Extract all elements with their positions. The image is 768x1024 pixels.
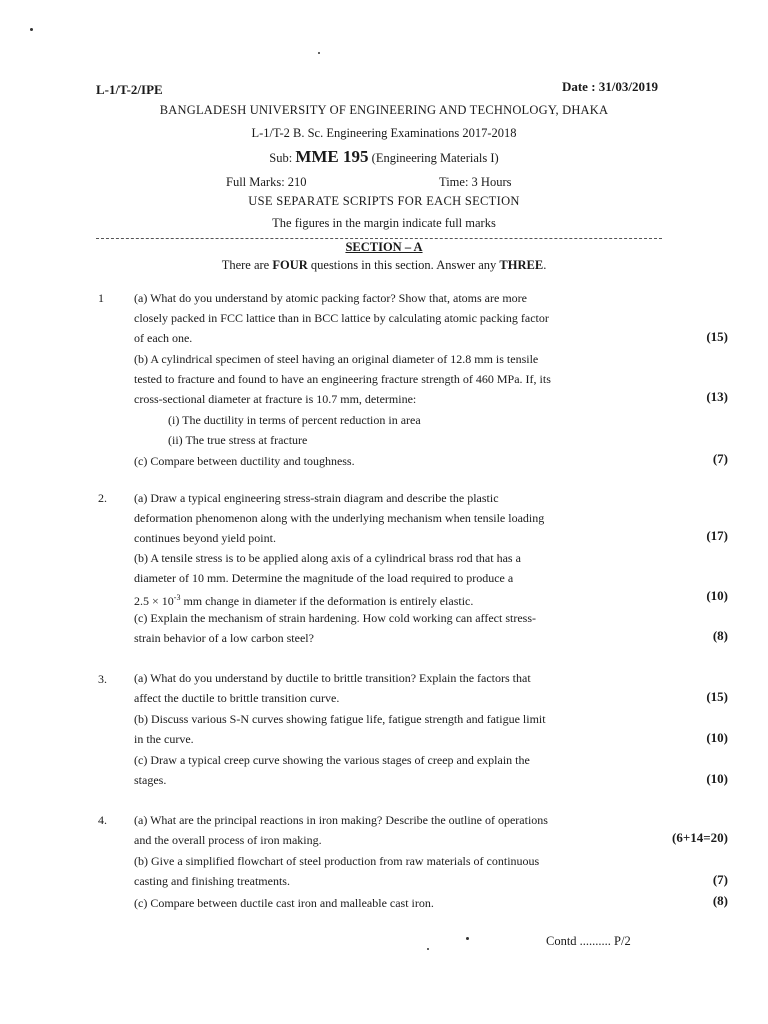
question-number: 1 — [98, 291, 104, 305]
question-line: (c) Compare between ductility and toughness. — [134, 454, 355, 468]
question-number: 3. — [98, 672, 107, 686]
question-line: tested to fracture and found to have an engineering fracture strength of 460 MPa. If, its — [134, 372, 551, 386]
mark-1c: (7) — [712, 451, 728, 466]
question-line: (c) Compare between ductile cast iron and malleable cast iron. — [134, 896, 434, 910]
question-line: diameter of 10 mm. Determine the magnitude of the load required to produce a — [134, 571, 514, 585]
question-line: continues beyond yield point. — [134, 531, 276, 545]
question-1b-parts — [168, 410, 658, 450]
question-line: deformation phenomenon along with the underlying mechanism when tensile loading — [134, 511, 545, 525]
question-1a — [134, 288, 660, 348]
full-marks: Full Marks: 210 — [226, 175, 307, 189]
university-name: BANGLADESH UNIVERSITY OF ENGINEERING AND TECHNOLOGY, DHAKA — [159, 103, 609, 117]
subject-code: MME 195 — [295, 147, 369, 166]
course-level-code: L-1/T-2/IPE — [96, 82, 163, 97]
question-line: (c) Draw a typical creep curve showing the various stages of creep and explain the — [134, 753, 530, 767]
mark-4a: (6+14=20) — [672, 830, 728, 845]
instruction-text: There are — [221, 258, 273, 272]
question-line: closely packed in FCC lattice than in BCC lattice by calculating atomic packing factor — [134, 311, 549, 325]
scan-speck — [427, 948, 429, 950]
mark-3c: (10) — [706, 771, 728, 786]
question-3a — [134, 668, 660, 708]
section-title: SECTION – A — [345, 240, 423, 254]
mark-3b: (10) — [706, 730, 728, 745]
question-line: and the overall process of iron making. — [134, 833, 322, 847]
instruction-emphasis: THREE — [499, 258, 544, 272]
scan-speck — [318, 52, 320, 54]
mark-3a: (15) — [706, 689, 728, 704]
exam-title: L-1/T-2 B. Sc. Engineering Examinations 2017-2018 — [251, 126, 517, 140]
question-line: (a) What do you understand by atomic packing factor? Show that, atoms are more — [134, 291, 527, 305]
question-line: affect the ductile to brittle transition curve. — [134, 691, 340, 705]
question-line: stages. — [134, 773, 167, 787]
mark-1a: (15) — [706, 329, 728, 344]
question-1c — [134, 451, 660, 471]
subject-line — [0, 147, 768, 167]
question-1b — [134, 349, 660, 409]
exam-date: Date : 31/03/2019 — [561, 79, 658, 94]
divider — [96, 238, 662, 239]
margin-note: The figures in the margin indicate full marks — [272, 216, 496, 230]
question-line: (b) A cylindrical specimen of steel having an original diameter of 12.8 mm is tensile — [134, 352, 539, 366]
mark-2b: (10) — [706, 588, 728, 603]
mark-4b: (7) — [712, 872, 728, 887]
instruction-text: . — [543, 258, 547, 272]
question-line: (c) Explain the mechanism of strain hardening. How cold working can affect stress- — [134, 611, 536, 625]
question-line: strain behavior of a low carbon steel? — [134, 631, 314, 645]
mark-2c: (8) — [712, 628, 728, 643]
question-2b — [134, 548, 660, 611]
question-2a — [134, 488, 660, 548]
scripts-instruction: USE SEPARATE SCRIPTS FOR EACH SECTION — [248, 194, 520, 208]
exponent: -3 — [173, 593, 181, 602]
continued-note: Contd .......... P/2 — [546, 934, 631, 948]
question-line: (b) Discuss various S-N curves showing fatigue life, fatigue strength and fatigue limit — [134, 712, 546, 726]
question-line: (b) A tensile stress is to be applied along axis of a cylindrical brass rod that has a — [134, 551, 521, 565]
question-3c — [134, 750, 660, 790]
instruction-text: questions in this section. Answer any — [307, 258, 500, 272]
section-instruction — [0, 258, 768, 273]
question-number: 2. — [98, 491, 107, 505]
scan-speck — [466, 937, 469, 940]
mark-2a: (17) — [706, 528, 728, 543]
subject-prefix: Sub: — [269, 151, 296, 165]
time-allowed: Time: 3 Hours — [439, 175, 512, 189]
instruction-emphasis: FOUR — [272, 258, 308, 272]
question-line: (a) What do you understand by ductile to brittle transition? Explain the factors that — [134, 671, 531, 685]
formula-text: 2.5 × 10 — [134, 594, 174, 608]
question-4c — [134, 893, 660, 913]
mark-1b: (13) — [706, 389, 728, 404]
question-3b — [134, 709, 660, 749]
question-4a — [134, 810, 660, 850]
mark-4c: (8) — [712, 893, 728, 908]
question-4b — [134, 851, 660, 891]
question-line: (ii) The true stress at fracture — [168, 433, 308, 447]
question-line: (a) Draw a typical engineering stress-strain diagram and describe the plastic — [134, 491, 499, 505]
question-line: (a) What are the principal reactions in iron making? Describe the outline of operations — [134, 813, 548, 827]
question-line: cross-sectional diameter at fracture is 10.7 mm, determine: — [134, 392, 417, 406]
question-line: (b) Give a simplified flowchart of steel production from raw materials of continuous — [134, 854, 540, 868]
question-number: 4. — [98, 813, 107, 827]
question-line: in the curve. — [134, 732, 194, 746]
subject-name: (Engineering Materials I) — [368, 151, 499, 165]
question-line: casting and finishing treatments. — [134, 874, 290, 888]
question-2c — [134, 608, 660, 648]
scan-speck — [30, 28, 33, 31]
question-line: of each one. — [134, 331, 193, 345]
question-line: (i) The ductility in terms of percent reduction in area — [168, 413, 421, 427]
formula-text: mm change in diameter if the deformation is entirely elastic. — [180, 594, 474, 608]
